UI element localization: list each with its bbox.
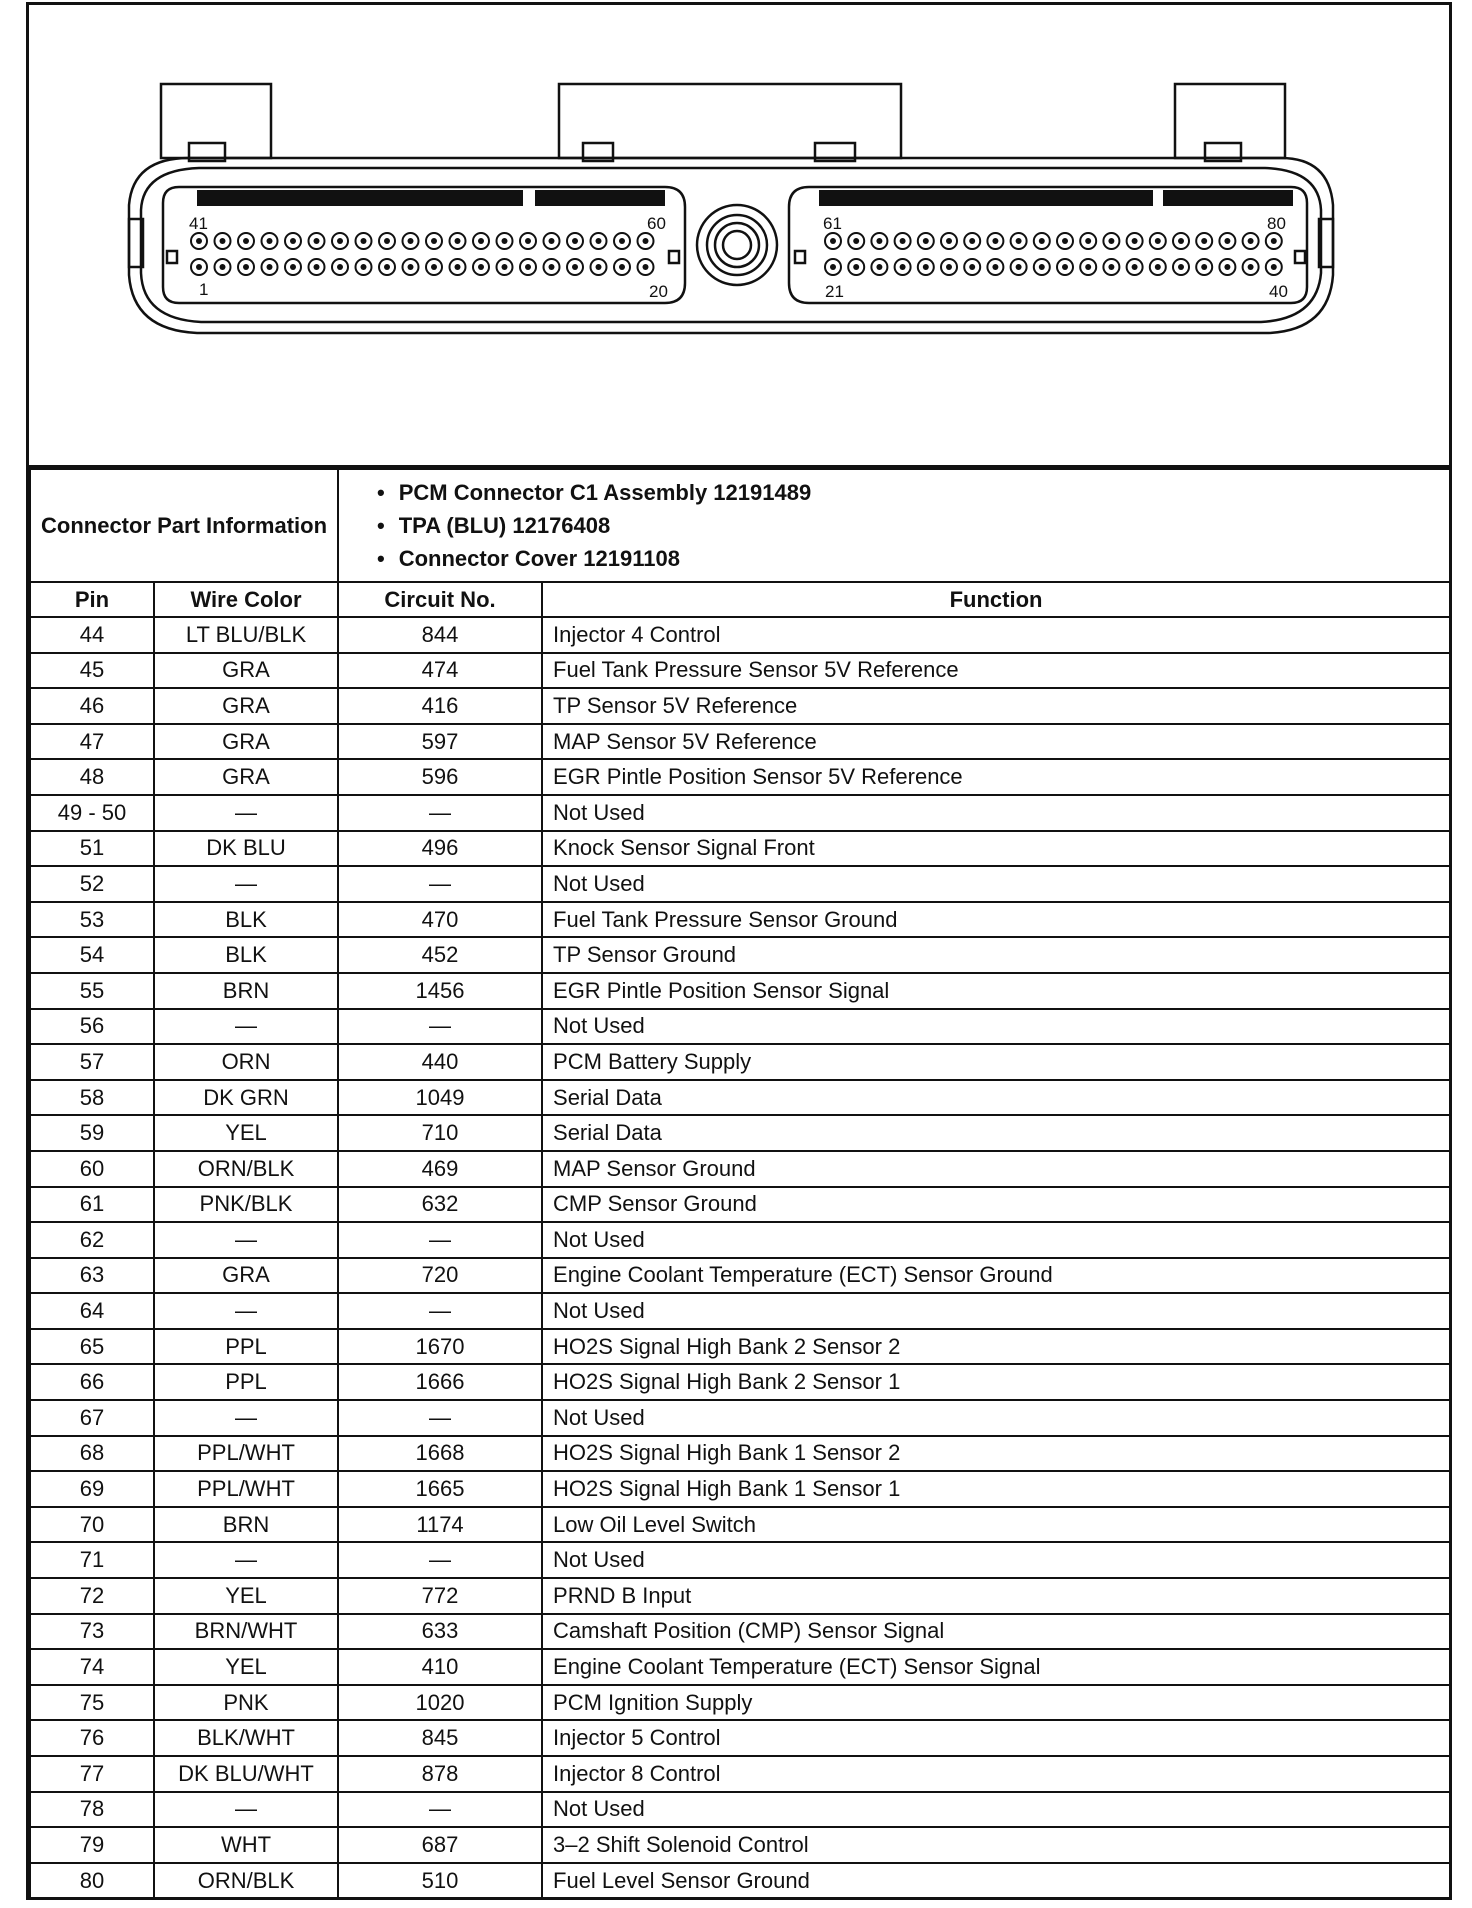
circuit-cell: 469 xyxy=(338,1151,542,1187)
function-cell: Injector 5 Control xyxy=(542,1720,1450,1756)
pin-contact xyxy=(1016,238,1022,244)
pin-table xyxy=(29,468,1451,1899)
pin-contact xyxy=(1062,264,1068,270)
wire-color-cell: GRA xyxy=(154,724,338,760)
wire-color-cell: YEL xyxy=(154,1115,338,1151)
wire-color-cell: LT BLU/BLK xyxy=(154,617,338,653)
wire-color-cell: BLK/WHT xyxy=(154,1720,338,1756)
pin-cell: 62 xyxy=(30,1222,154,1258)
pin-cell: 53 xyxy=(30,902,154,938)
function-cell: Knock Sensor Signal Front xyxy=(542,831,1450,867)
pin-contact xyxy=(1039,238,1045,244)
circuit-cell: 496 xyxy=(338,831,542,867)
pin-contact xyxy=(900,238,906,244)
circuit-cell: 878 xyxy=(338,1756,542,1792)
pin-contact xyxy=(992,238,998,244)
pin-contact xyxy=(549,238,555,244)
table-row xyxy=(30,1364,1450,1400)
pin-cell: 59 xyxy=(30,1115,154,1151)
pin-contact xyxy=(1248,238,1254,244)
center-bolt xyxy=(697,205,777,285)
pin-label-21: 21 xyxy=(825,282,844,301)
table-row xyxy=(30,1080,1450,1116)
table-row xyxy=(30,795,1450,831)
table-row xyxy=(30,1614,1450,1650)
wire-color-cell: PPL/WHT xyxy=(154,1471,338,1507)
wire-color-cell: PPL xyxy=(154,1329,338,1365)
function-cell: Not Used xyxy=(542,1293,1450,1329)
pin-contact xyxy=(290,238,296,244)
left-key xyxy=(167,251,177,263)
pin-contact xyxy=(1039,264,1045,270)
function-cell: Fuel Tank Pressure Sensor Ground xyxy=(542,902,1450,938)
wire-color-cell: PNK xyxy=(154,1685,338,1721)
pin-contact xyxy=(830,238,836,244)
pin-cell: 69 xyxy=(30,1471,154,1507)
table-row xyxy=(30,973,1450,1009)
center-latch-tab xyxy=(559,84,901,158)
pin-contact xyxy=(900,264,906,270)
pin-contact xyxy=(502,238,508,244)
wire-color-cell: ORN/BLK xyxy=(154,1151,338,1187)
function-cell: Serial Data xyxy=(542,1115,1450,1151)
table-row xyxy=(30,1222,1450,1258)
pin-contact xyxy=(969,238,975,244)
table-row xyxy=(30,1151,1450,1187)
table-row xyxy=(30,1649,1450,1685)
pin-contact xyxy=(876,238,882,244)
pin-contact xyxy=(314,238,320,244)
pin-cell: 45 xyxy=(30,653,154,689)
pin-contact xyxy=(572,264,578,270)
connector-info-row xyxy=(30,469,1450,582)
table-row xyxy=(30,1720,1450,1756)
pin-cell: 63 xyxy=(30,1258,154,1294)
table-row xyxy=(30,831,1450,867)
function-cell: CMP Sensor Ground xyxy=(542,1187,1450,1223)
function-cell: Not Used xyxy=(542,1009,1450,1045)
pin-contact xyxy=(220,238,226,244)
circuit-cell: 1668 xyxy=(338,1436,542,1472)
pin-contact xyxy=(1201,238,1207,244)
function-cell: EGR Pintle Position Sensor Signal xyxy=(542,973,1450,1009)
pin-cell: 66 xyxy=(30,1364,154,1400)
pin-cell: 64 xyxy=(30,1293,154,1329)
pin-contact xyxy=(619,238,625,244)
function-cell: Not Used xyxy=(542,1792,1450,1828)
pin-contact xyxy=(314,264,320,270)
pin-cell: 47 xyxy=(30,724,154,760)
pin-contact xyxy=(431,238,437,244)
wire-color-cell: YEL xyxy=(154,1578,338,1614)
function-cell: Serial Data xyxy=(542,1080,1450,1116)
function-cell: Engine Coolant Temperature (ECT) Sensor Ground xyxy=(542,1258,1450,1294)
circuit-cell: 687 xyxy=(338,1827,542,1863)
pin-cell: 61 xyxy=(30,1187,154,1223)
pin-contact xyxy=(1085,238,1091,244)
wire-color-cell: BRN/WHT xyxy=(154,1614,338,1650)
table-row xyxy=(30,1471,1450,1507)
pin-contact xyxy=(243,238,249,244)
pin-contact xyxy=(361,264,367,270)
table-row xyxy=(30,1542,1450,1578)
function-cell: Fuel Tank Pressure Sensor 5V Reference xyxy=(542,653,1450,689)
wire-color-cell: — xyxy=(154,1293,338,1329)
function-cell: Not Used xyxy=(542,1400,1450,1436)
header-circuit: Circuit No. xyxy=(338,582,542,617)
function-cell: Injector 4 Control xyxy=(542,617,1450,653)
pin-label-20: 20 xyxy=(649,282,668,301)
pin-cell: 68 xyxy=(30,1436,154,1472)
pin-cell: 75 xyxy=(30,1685,154,1721)
wire-color-cell: DK BLU xyxy=(154,831,338,867)
circuit-cell: 1665 xyxy=(338,1471,542,1507)
pin-cell: 76 xyxy=(30,1720,154,1756)
pin-contact xyxy=(408,264,414,270)
pin-contact xyxy=(196,264,202,270)
pin-cell: 65 xyxy=(30,1329,154,1365)
pin-contact xyxy=(549,264,555,270)
pin-cell: 49 - 50 xyxy=(30,795,154,831)
wire-color-cell: PNK/BLK xyxy=(154,1187,338,1223)
circuit-cell: 410 xyxy=(338,1649,542,1685)
wire-color-cell: BLK xyxy=(154,902,338,938)
wire-color-cell: — xyxy=(154,1009,338,1045)
pin-contact xyxy=(946,264,952,270)
circuit-cell: 1174 xyxy=(338,1507,542,1543)
function-cell: MAP Sensor 5V Reference xyxy=(542,724,1450,760)
pin-contact xyxy=(876,264,882,270)
pin-contact xyxy=(384,264,390,270)
pin-cell: 80 xyxy=(30,1863,154,1899)
pin-contact xyxy=(525,264,531,270)
function-cell: PCM Ignition Supply xyxy=(542,1685,1450,1721)
pin-cell: 78 xyxy=(30,1792,154,1828)
pin-contact xyxy=(384,238,390,244)
pin-contact xyxy=(478,264,484,270)
pin-contact xyxy=(1108,238,1114,244)
table-row xyxy=(30,937,1450,973)
pin-contact xyxy=(525,238,531,244)
pin-contact xyxy=(431,264,437,270)
pin-label-41: 41 xyxy=(189,214,208,233)
table-row xyxy=(30,1863,1450,1899)
pin-contact xyxy=(1271,238,1277,244)
pin-contact xyxy=(643,238,649,244)
pin-contact xyxy=(1062,238,1068,244)
pin-cell: 44 xyxy=(30,617,154,653)
pin-contact xyxy=(1132,264,1138,270)
function-cell: HO2S Signal High Bank 1 Sensor 1 xyxy=(542,1471,1450,1507)
pin-contact xyxy=(1271,264,1277,270)
table-row xyxy=(30,1258,1450,1294)
wire-color-cell: ORN xyxy=(154,1044,338,1080)
pin-contact xyxy=(853,238,859,244)
pin-contact xyxy=(361,238,367,244)
circuit-cell: 1670 xyxy=(338,1329,542,1365)
wire-color-cell: DK GRN xyxy=(154,1080,338,1116)
pin-contact xyxy=(572,238,578,244)
pin-cell: 70 xyxy=(30,1507,154,1543)
circuit-cell: — xyxy=(338,1222,542,1258)
pin-contact xyxy=(478,238,484,244)
pin-grid xyxy=(191,233,1282,275)
wire-color-cell: — xyxy=(154,1792,338,1828)
circuit-cell: 845 xyxy=(338,1720,542,1756)
pin-cell: 46 xyxy=(30,688,154,724)
right-marker-bar-a xyxy=(819,190,1153,206)
circuit-cell: 1049 xyxy=(338,1080,542,1116)
pin-contact xyxy=(267,238,273,244)
pin-cell: 60 xyxy=(30,1151,154,1187)
connector-diagram xyxy=(29,5,1449,468)
circuit-cell: 633 xyxy=(338,1614,542,1650)
table-row xyxy=(30,1009,1450,1045)
circuit-cell: — xyxy=(338,795,542,831)
circuit-cell: — xyxy=(338,1542,542,1578)
right-key xyxy=(1295,251,1305,263)
pin-label-80: 80 xyxy=(1267,214,1286,233)
pin-contact xyxy=(455,264,461,270)
table-row xyxy=(30,653,1450,689)
function-cell: TP Sensor 5V Reference xyxy=(542,688,1450,724)
right-marker-bar-b xyxy=(1163,190,1293,206)
pin-cell: 52 xyxy=(30,866,154,902)
table-row xyxy=(30,1685,1450,1721)
pin-cell: 57 xyxy=(30,1044,154,1080)
circuit-cell: 596 xyxy=(338,759,542,795)
table-row xyxy=(30,1044,1450,1080)
wire-color-cell: GRA xyxy=(154,759,338,795)
pin-cell: 67 xyxy=(30,1400,154,1436)
circuit-cell: 452 xyxy=(338,937,542,973)
pin-label-61: 61 xyxy=(823,214,842,233)
left-latch-tab xyxy=(161,84,271,158)
pin-contact xyxy=(1085,264,1091,270)
mid-left-key xyxy=(669,251,679,263)
pin-contact xyxy=(1224,238,1230,244)
pin-contact xyxy=(1201,264,1207,270)
function-cell: PRND B Input xyxy=(542,1578,1450,1614)
wire-color-cell: DK BLU/WHT xyxy=(154,1756,338,1792)
wire-color-cell: — xyxy=(154,1400,338,1436)
pin-cell: 51 xyxy=(30,831,154,867)
header-function: Function xyxy=(542,582,1450,617)
wire-color-cell: — xyxy=(154,866,338,902)
wire-color-cell: BRN xyxy=(154,1507,338,1543)
pin-contact xyxy=(267,264,273,270)
pin-label-1: 1 xyxy=(199,280,209,299)
circuit-cell: — xyxy=(338,1792,542,1828)
connector-info-list xyxy=(338,469,1450,582)
pin-contact xyxy=(1224,264,1230,270)
table-row xyxy=(30,902,1450,938)
pin-contact xyxy=(969,264,975,270)
header-wire-color: Wire Color xyxy=(154,582,338,617)
wire-color-cell: — xyxy=(154,795,338,831)
info-item: • Connector Cover 12191108 xyxy=(377,542,1449,575)
function-cell: TP Sensor Ground xyxy=(542,937,1450,973)
pin-cell: 77 xyxy=(30,1756,154,1792)
pin-cell: 73 xyxy=(30,1614,154,1650)
pin-contact xyxy=(853,264,859,270)
pin-contact xyxy=(643,264,649,270)
function-cell: MAP Sensor Ground xyxy=(542,1151,1450,1187)
pin-contact xyxy=(1248,264,1254,270)
circuit-cell: 1666 xyxy=(338,1364,542,1400)
table-row xyxy=(30,1792,1450,1828)
function-cell: PCM Battery Supply xyxy=(542,1044,1450,1080)
pin-cell: 74 xyxy=(30,1649,154,1685)
pin-contact xyxy=(196,238,202,244)
circuit-cell: 1456 xyxy=(338,973,542,1009)
circuit-cell: 474 xyxy=(338,653,542,689)
left-marker-bar-a xyxy=(197,190,523,206)
table-row xyxy=(30,1400,1450,1436)
pin-contact xyxy=(243,264,249,270)
function-cell: Not Used xyxy=(542,795,1450,831)
pin-contact xyxy=(1132,238,1138,244)
circuit-cell: 632 xyxy=(338,1187,542,1223)
table-row xyxy=(30,866,1450,902)
table-row xyxy=(30,759,1450,795)
table-row xyxy=(30,617,1450,653)
pin-contact xyxy=(455,238,461,244)
pin-contact xyxy=(1108,264,1114,270)
function-cell: Injector 8 Control xyxy=(542,1756,1450,1792)
pin-cell: 56 xyxy=(30,1009,154,1045)
table-row xyxy=(30,688,1450,724)
pin-cell: 71 xyxy=(30,1542,154,1578)
info-item: • TPA (BLU) 12176408 xyxy=(377,509,1449,542)
pin-contact xyxy=(946,238,952,244)
pin-contact xyxy=(408,238,414,244)
pin-contact xyxy=(337,264,343,270)
circuit-cell: — xyxy=(338,866,542,902)
pin-contact xyxy=(596,238,602,244)
table-row xyxy=(30,1436,1450,1472)
wire-color-cell: PPL xyxy=(154,1364,338,1400)
table-row xyxy=(30,1187,1450,1223)
pin-label-40: 40 xyxy=(1269,282,1288,301)
pin-cell: 72 xyxy=(30,1578,154,1614)
wire-color-cell: — xyxy=(154,1222,338,1258)
wire-color-cell: GRA xyxy=(154,1258,338,1294)
pin-cell: 79 xyxy=(30,1827,154,1863)
wire-color-cell: BLK xyxy=(154,937,338,973)
table-row xyxy=(30,724,1450,760)
circuit-cell: 772 xyxy=(338,1578,542,1614)
header-pin: Pin xyxy=(30,582,154,617)
function-cell: Engine Coolant Temperature (ECT) Sensor Signal xyxy=(542,1649,1450,1685)
circuit-cell: — xyxy=(338,1400,542,1436)
circuit-cell: 597 xyxy=(338,724,542,760)
pin-contact xyxy=(596,264,602,270)
function-cell: HO2S Signal High Bank 2 Sensor 2 xyxy=(542,1329,1450,1365)
pin-contact xyxy=(923,264,929,270)
left-marker-bar-b xyxy=(535,190,665,206)
pin-contact xyxy=(220,264,226,270)
function-cell: Camshaft Position (CMP) Sensor Signal xyxy=(542,1614,1450,1650)
table-row xyxy=(30,1115,1450,1151)
wire-color-cell: PPL/WHT xyxy=(154,1436,338,1472)
circuit-cell: — xyxy=(338,1009,542,1045)
wire-color-cell: YEL xyxy=(154,1649,338,1685)
table-row xyxy=(30,1827,1450,1863)
pin-contact xyxy=(619,264,625,270)
function-cell: HO2S Signal High Bank 2 Sensor 1 xyxy=(542,1364,1450,1400)
circuit-cell: 844 xyxy=(338,617,542,653)
table-row xyxy=(30,1293,1450,1329)
pin-contact xyxy=(1178,238,1184,244)
document-frame xyxy=(26,2,1452,1900)
connector-info-label: Connector Part Information xyxy=(30,469,338,582)
pin-contact xyxy=(290,264,296,270)
pin-contact xyxy=(337,238,343,244)
wire-color-cell: GRA xyxy=(154,653,338,689)
table-row xyxy=(30,1507,1450,1543)
pin-cell: 58 xyxy=(30,1080,154,1116)
function-cell: Not Used xyxy=(542,866,1450,902)
function-cell: HO2S Signal High Bank 1 Sensor 2 xyxy=(542,1436,1450,1472)
connector-drawing xyxy=(29,5,1449,465)
function-cell: EGR Pintle Position Sensor 5V Reference xyxy=(542,759,1450,795)
pin-contact xyxy=(1178,264,1184,270)
pin-cell: 54 xyxy=(30,937,154,973)
wire-color-cell: — xyxy=(154,1542,338,1578)
circuit-cell: 416 xyxy=(338,688,542,724)
pin-cell: 55 xyxy=(30,973,154,1009)
circuit-cell: 710 xyxy=(338,1115,542,1151)
pin-label-60: 60 xyxy=(647,214,666,233)
wire-color-cell: ORN/BLK xyxy=(154,1863,338,1899)
pin-contact xyxy=(502,264,508,270)
circuit-cell: 1020 xyxy=(338,1685,542,1721)
table-row xyxy=(30,1329,1450,1365)
wire-color-cell: WHT xyxy=(154,1827,338,1863)
table-row xyxy=(30,1756,1450,1792)
pin-contact xyxy=(1155,238,1161,244)
circuit-cell: 470 xyxy=(338,902,542,938)
pin-contact xyxy=(992,264,998,270)
mid-right-key xyxy=(795,251,805,263)
pin-contact xyxy=(1016,264,1022,270)
function-cell: Not Used xyxy=(542,1222,1450,1258)
wire-color-cell: GRA xyxy=(154,688,338,724)
pin-cell: 48 xyxy=(30,759,154,795)
right-latch-tab xyxy=(1175,84,1285,158)
pin-contact xyxy=(1155,264,1161,270)
table-row xyxy=(30,1578,1450,1614)
table-header-row xyxy=(30,582,1450,617)
pin-contact xyxy=(923,238,929,244)
circuit-cell: 720 xyxy=(338,1258,542,1294)
wire-color-cell: BRN xyxy=(154,973,338,1009)
circuit-cell: — xyxy=(338,1293,542,1329)
info-item: • PCM Connector C1 Assembly 12191489 xyxy=(377,476,1449,509)
function-cell: Not Used xyxy=(542,1542,1450,1578)
function-cell: Low Oil Level Switch xyxy=(542,1507,1450,1543)
function-cell: Fuel Level Sensor Ground xyxy=(542,1863,1450,1899)
circuit-cell: 440 xyxy=(338,1044,542,1080)
function-cell: 3–2 Shift Solenoid Control xyxy=(542,1827,1450,1863)
circuit-cell: 510 xyxy=(338,1863,542,1899)
pin-contact xyxy=(830,264,836,270)
